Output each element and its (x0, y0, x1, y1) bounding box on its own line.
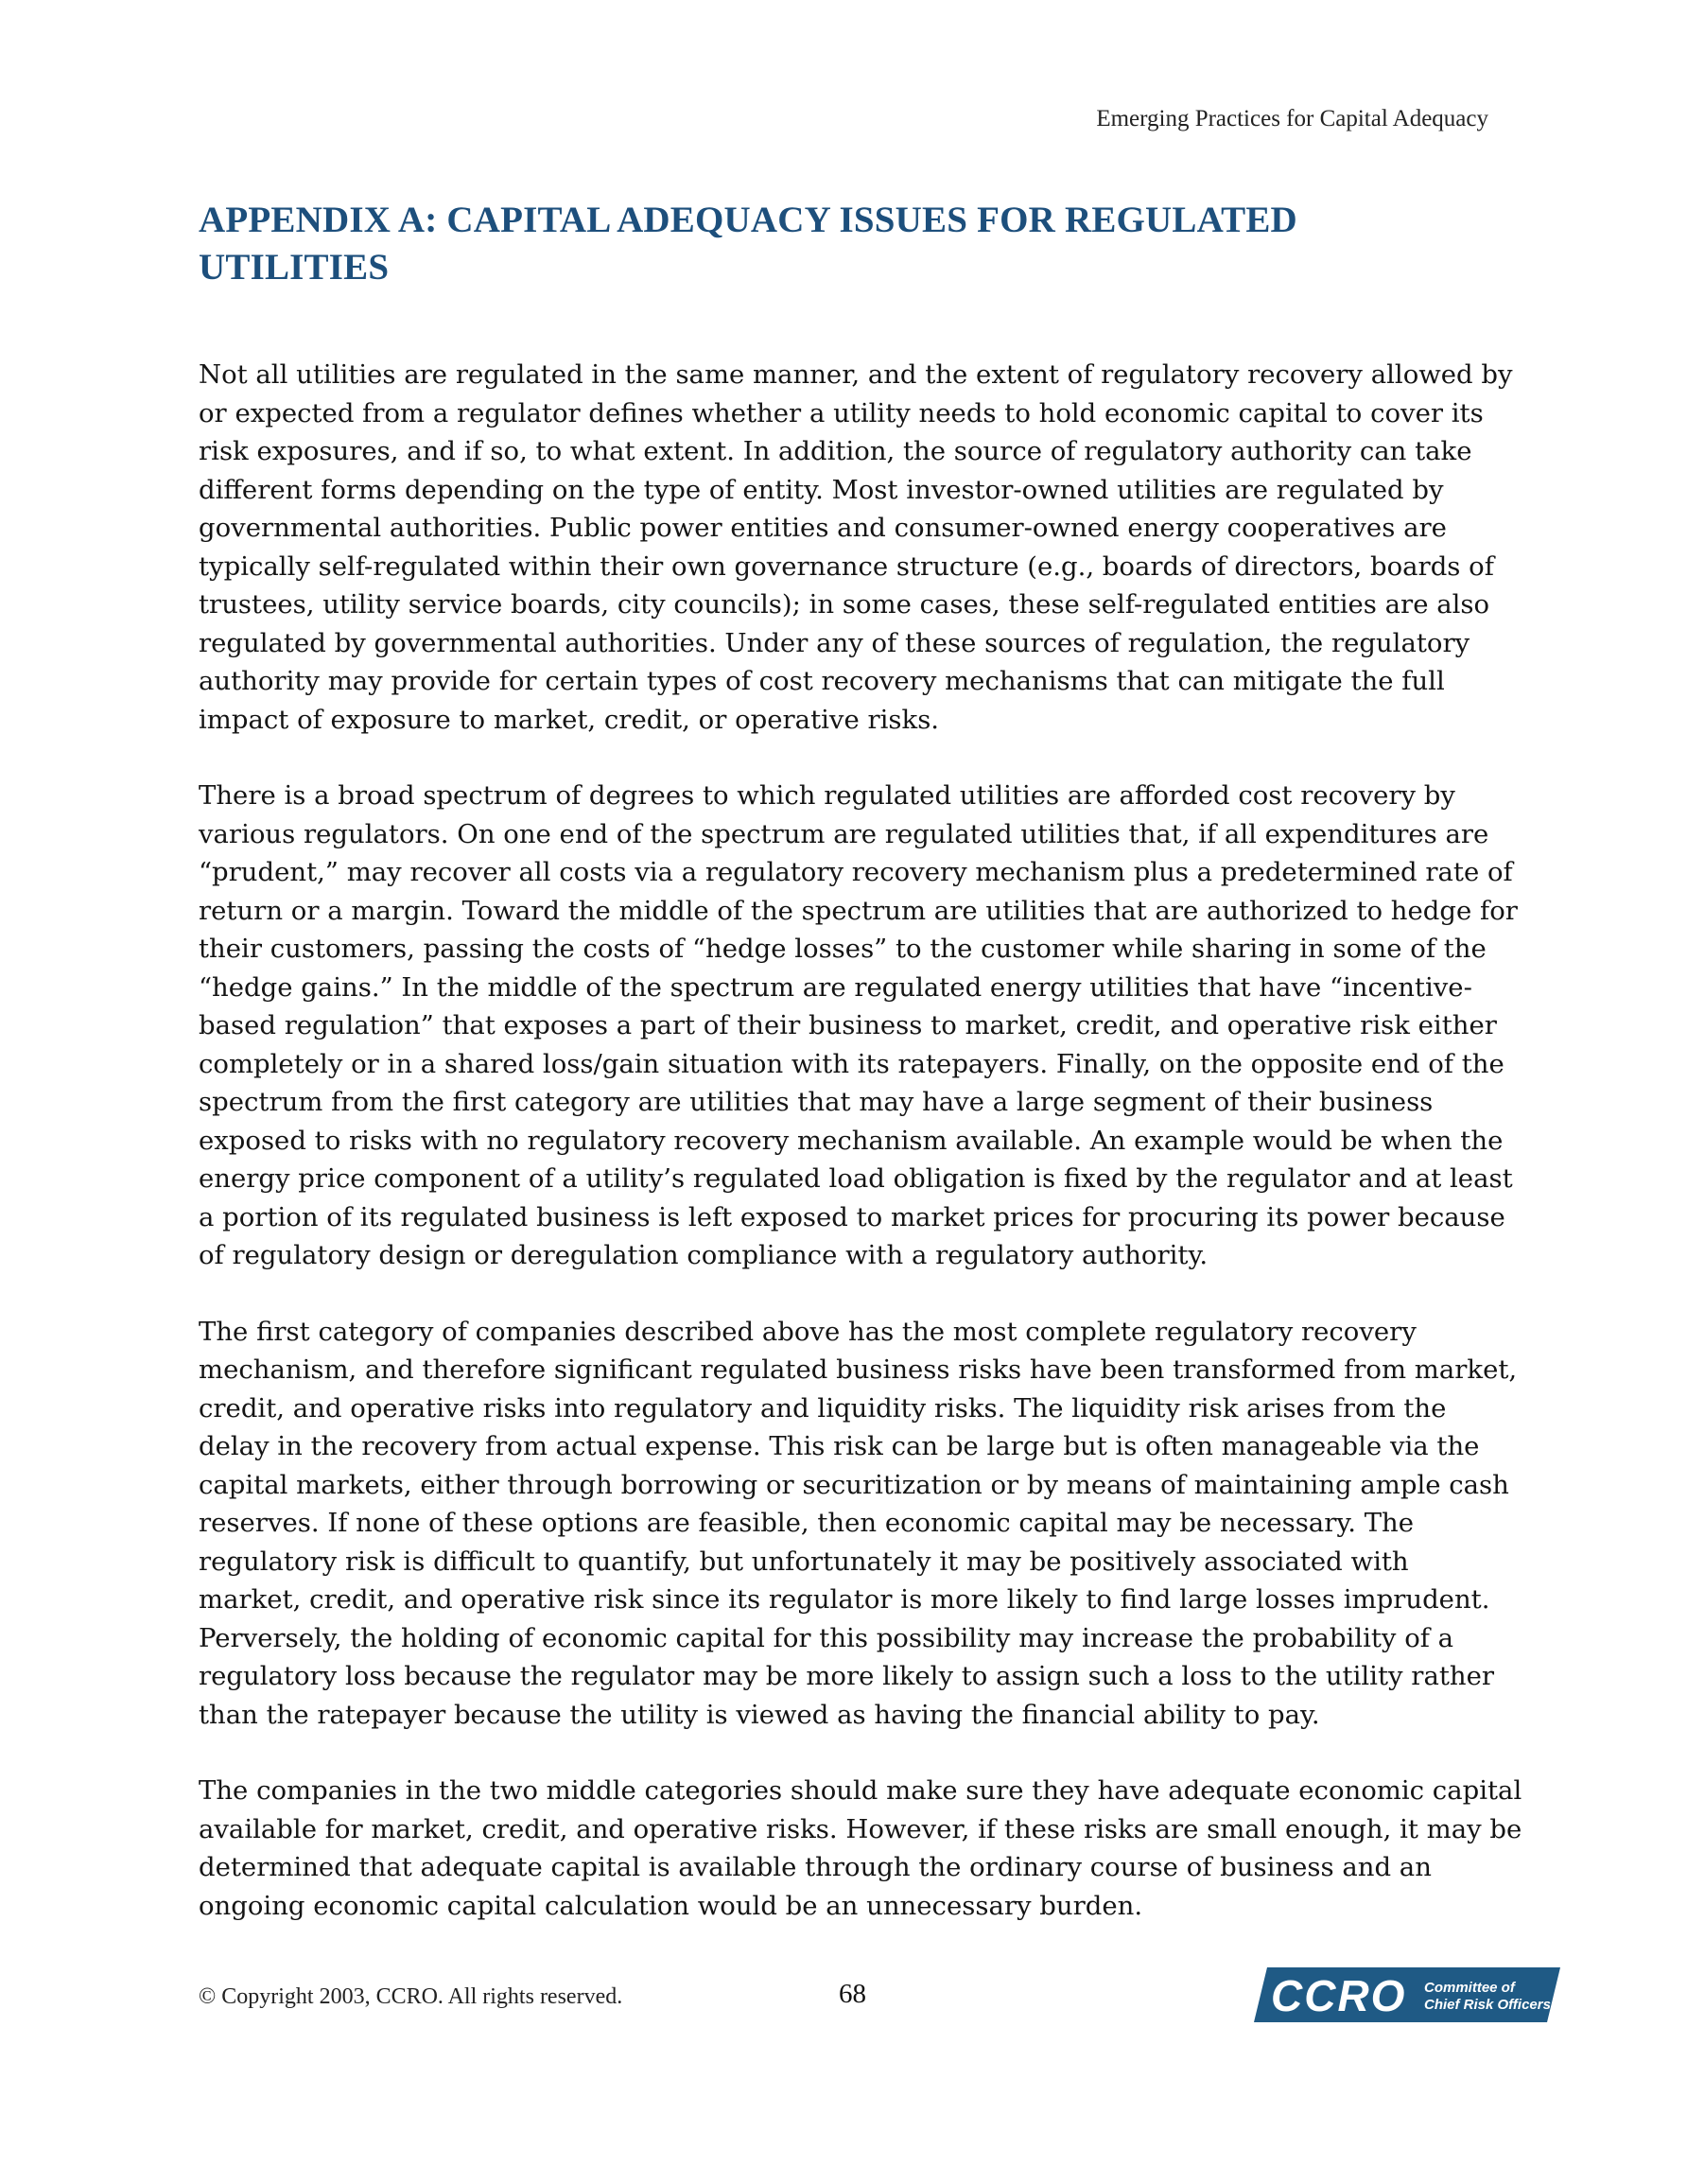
text-line: capital markets, either through borrowing or securitization or by means of maintaining ample cash (199, 1469, 1509, 1500)
text-line: various regulators. On one end of the spectrum are regulated utilities that, if all expenditures are (199, 818, 1489, 849)
paragraph-2 (199, 777, 1522, 1275)
text-line: a portion of its regulated business is left exposed to market prices for procuring its power because (199, 1201, 1505, 1232)
text-line: of regulatory design or deregulation compliance with a regulatory authority. (199, 1240, 1209, 1270)
text-line: return or a margin. Toward the middle of the spectrum are utilities that are authorized to hedge for (199, 895, 1518, 926)
running-header: Emerging Practices for Capital Adequacy (1096, 106, 1488, 131)
paragraph-4 (199, 1772, 1522, 1925)
text-line: their customers, passing the costs of “hedge losses” to the customer while sharing in some of the (199, 934, 1487, 964)
text-line: credit, and operative risks into regulatory and liquidity risks. The liquidity risk arises from the (199, 1392, 1447, 1424)
logo-wordmark: CCRO (1271, 1971, 1407, 2020)
text-line: “hedge gains.” In the middle of the spectrum are regulated energy utilities that have “incentive- (199, 971, 1472, 1003)
text-line: or expected from a regulator defines whether a utility needs to hold economic capital to cover its (199, 397, 1484, 428)
text-line: authority may provide for certain types of cost recovery mechanisms that can mitigate the full (199, 666, 1445, 696)
text-line: Perversely, the holding of economic capital for this possibility may increase the probability of a (199, 1622, 1454, 1653)
body-text (199, 356, 1522, 1963)
text-line: “prudent,” may recover all costs via a regulatory recovery mechanism plus a predetermined rate of (199, 857, 1513, 887)
text-line: The first category of companies described above has the most complete regulatory recovery (199, 1316, 1417, 1347)
text-line: exposed to risks with no regulatory recovery mechanism available. An example would be when the (199, 1125, 1504, 1156)
page-title (199, 197, 1522, 291)
page-title-line-1: APPENDIX A: CAPITAL ADEQUACY ISSUES FOR REGULATED (199, 200, 1297, 240)
text-line: Not all utilities are regulated in the same manner, and the extent of regulatory recovery allowed by (199, 359, 1513, 390)
text-line: trustees, utility service boards, city councils); in some cases, these self-regulated entities are also (199, 589, 1490, 620)
text-line: risk exposures, and if so, to what extent. In addition, the source of regulatory authority can take (199, 436, 1472, 466)
text-line: completely or in a shared loss/gain situation with its ratepayers. Finally, on the opposite end of the (199, 1048, 1504, 1079)
text-line: spectrum from the first category are utilities that may have a large segment of their business (199, 1087, 1434, 1117)
text-line: impact of exposure to market, credit, or operative risks. (199, 704, 940, 735)
text-line: market, credit, and operative risk since its regulator is more likely to find large losses imprudent. (199, 1584, 1490, 1615)
text-line: available for market, credit, and operative risks. However, if these risks are small enough, it may be (199, 1813, 1522, 1844)
paragraph-3 (199, 1313, 1522, 1735)
text-line: different forms depending on the type of entity. Most investor-owned utilities are regulated by (199, 474, 1444, 505)
text-line: reserves. If none of these options are feasible, then economic capital may be necessary. The (199, 1508, 1415, 1538)
logo-subtext-line-2: Chief Risk Officers (1424, 1997, 1551, 2013)
text-line: typically self-regulated within their own governance structure (e.g., boards of directors, boards of (199, 550, 1494, 582)
text-line: regulatory loss because the regulator may be more likely to assign such a loss to the utility rather (199, 1661, 1495, 1691)
text-line: There is a broad spectrum of degrees to which regulated utilities are afforded cost recovery by (199, 780, 1455, 811)
text-line: determined that adequate capital is available through the ordinary course of business and an (199, 1852, 1432, 1882)
text-line: ongoing economic capital calculation would be an unnecessary burden. (199, 1890, 1143, 1921)
text-line: based regulation” that exposes a part of their business to market, credit, and operative risk either (199, 1010, 1497, 1040)
page-number: 68 (839, 1979, 866, 2009)
page-title-line-2: UTILITIES (199, 247, 390, 288)
text-line: than the ratepayer because the utility is viewed as having the financial ability to pay. (199, 1699, 1320, 1730)
ccro-logo (1254, 1967, 1560, 2022)
paragraph-1 (199, 356, 1522, 739)
text-line: delay in the recovery from actual expense. This risk can be large but is often manageable via the (199, 1431, 1480, 1461)
text-line: regulatory risk is difficult to quantify, but unfortunately it may be positively associated with (199, 1546, 1409, 1577)
text-line: The companies in the two middle categories should make sure they have adequate economic capital (199, 1775, 1522, 1806)
text-line: regulated by governmental authorities. Under any of these sources of regulation, the regulatory (199, 627, 1470, 658)
text-line: mechanism, and therefore significant regulated business risks have been transformed from market, (199, 1354, 1518, 1385)
logo-subtext-line-1: Committee of (1424, 1980, 1515, 1996)
text-line: governmental authorities. Public power entities and consumer-owned energy cooperatives are (199, 513, 1447, 543)
copyright-notice: © Copyright 2003, CCRO. All rights reserved. (199, 1984, 623, 2009)
text-line: energy price component of a utility’s regulated load obligation is fixed by the regulator and at least (199, 1163, 1513, 1194)
